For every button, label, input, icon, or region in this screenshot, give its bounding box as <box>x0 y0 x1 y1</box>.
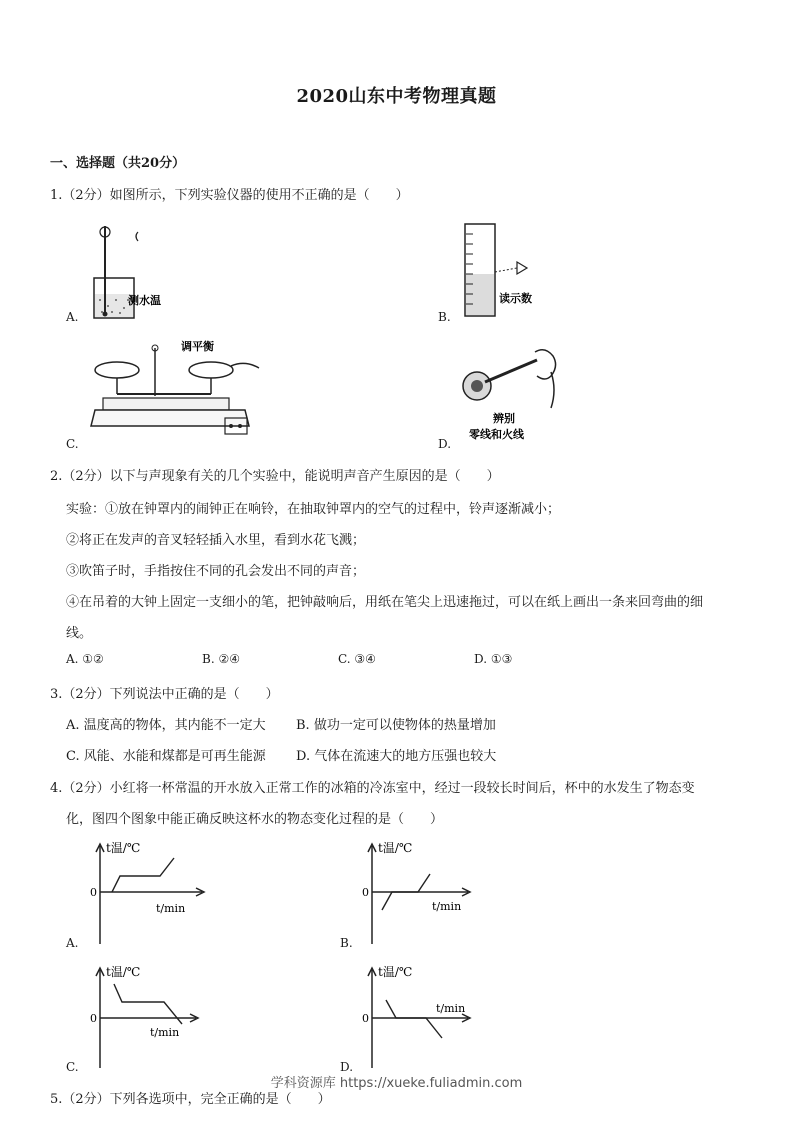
graph-d <box>356 962 486 1070</box>
q2-line-4: ④在吊着的大钟上固定一支细小的笔，把钟敲响后，用纸在笔尖上迅速拖过，可以在纸上画出一条来回弯曲的细 <box>66 595 704 610</box>
q2-option-a: A. ①② <box>66 652 104 666</box>
graph-a <box>84 838 214 946</box>
graph-b-x-label: t/min <box>432 900 462 913</box>
img-d-label-2: 零线和火线 <box>469 428 524 441</box>
question-2-stem: 2.（2分）以下与声现象有关的几个实验中，能说明声音产生原因的是（ ） <box>50 469 500 484</box>
thermometer-beaker-figure <box>84 214 184 324</box>
question-4-stem-2: 化，图四个图象中能正确反映这杯水的物态变化过程的是（ ） <box>66 812 444 827</box>
graph-c-x-label: t/min <box>150 1026 180 1039</box>
graph-b <box>356 838 486 946</box>
q2-option-b: B. ②④ <box>202 652 240 666</box>
q2-line-5: 线。 <box>66 626 93 641</box>
q1-option-c: C. <box>66 437 79 451</box>
question-3-stem: 3.（2分）下列说法中正确的是（ ） <box>50 687 279 702</box>
q2-line-2: ②将正在发声的音叉轻轻插入水里，看到水花飞溅； <box>66 533 366 548</box>
graph-a-y-label: t温/℃ <box>106 841 141 855</box>
q3-option-d: D. 气体在流速大的地方压强也较大 <box>296 749 497 764</box>
graph-c-origin: 0 <box>90 1012 97 1025</box>
q3-option-b: B. 做功一定可以使物体的热量增加 <box>296 718 496 733</box>
q4-option-b: B. <box>340 936 353 950</box>
footer-watermark: 学科资源库 https://xueke.fuliadmin.com <box>270 1076 523 1091</box>
graph-d-origin: 0 <box>362 1012 369 1025</box>
graph-a-x-label: t/min <box>156 902 186 915</box>
q3-option-c: C. 风能、水能和煤都是可再生能源 <box>66 749 266 764</box>
section-heading: 一、选择题（共20分） <box>50 156 186 171</box>
q1-option-b: B. <box>438 310 451 324</box>
q4-option-d: D. <box>340 1060 354 1074</box>
graph-b-y-label: t温/℃ <box>378 841 413 855</box>
question-4-stem-1: 4.（2分）小红将一杯常温的开水放入正常工作的冰箱的冷冻室中，经过一段较长时间后，杯中的水发生了物态变 <box>50 781 695 796</box>
question-1-stem: 1.（2分）如图所示，下列实验仪器的使用不正确的是（ ） <box>50 188 409 203</box>
graph-a-origin: 0 <box>90 886 97 899</box>
graph-c <box>84 962 214 1070</box>
page-title: 2020山东中考物理真题 <box>296 86 497 107</box>
q1-option-d: D. <box>438 437 452 451</box>
img-d-label-1: 辨别 <box>493 412 515 425</box>
img-c-label: 调平衡 <box>181 340 214 353</box>
graph-c-y-label: t温/℃ <box>106 965 141 979</box>
q2-option-d: D. ①③ <box>474 652 513 666</box>
test-pen-figure <box>455 342 575 450</box>
graph-d-y-label: t温/℃ <box>378 965 413 979</box>
q2-line-1: 实验：①放在钟罩内的闹钟正在响铃，在抽取钟罩内的空气的过程中，铃声逐渐减小； <box>66 502 561 517</box>
graph-d-x-label: t/min <box>436 1002 466 1015</box>
img-a-label: 测水温 <box>128 294 161 307</box>
img-b-label: 读示数 <box>499 292 532 305</box>
q4-option-a: A. <box>66 936 79 950</box>
question-5-stem: 5.（2分）下列各选项中，完全正确的是（ ） <box>50 1092 331 1107</box>
q1-option-a: A. <box>66 310 79 324</box>
q4-option-c: C. <box>66 1060 79 1074</box>
graph-b-origin: 0 <box>362 886 369 899</box>
balance-scale-figure <box>85 336 275 444</box>
q2-option-c: C. ③④ <box>338 652 376 666</box>
q3-option-a: A. 温度高的物体，其内能不一定大 <box>66 718 266 733</box>
graduated-cylinder-figure <box>455 214 555 324</box>
q2-line-3: ③吹笛子时，手指按住不同的孔会发出不同的声音； <box>66 564 366 579</box>
